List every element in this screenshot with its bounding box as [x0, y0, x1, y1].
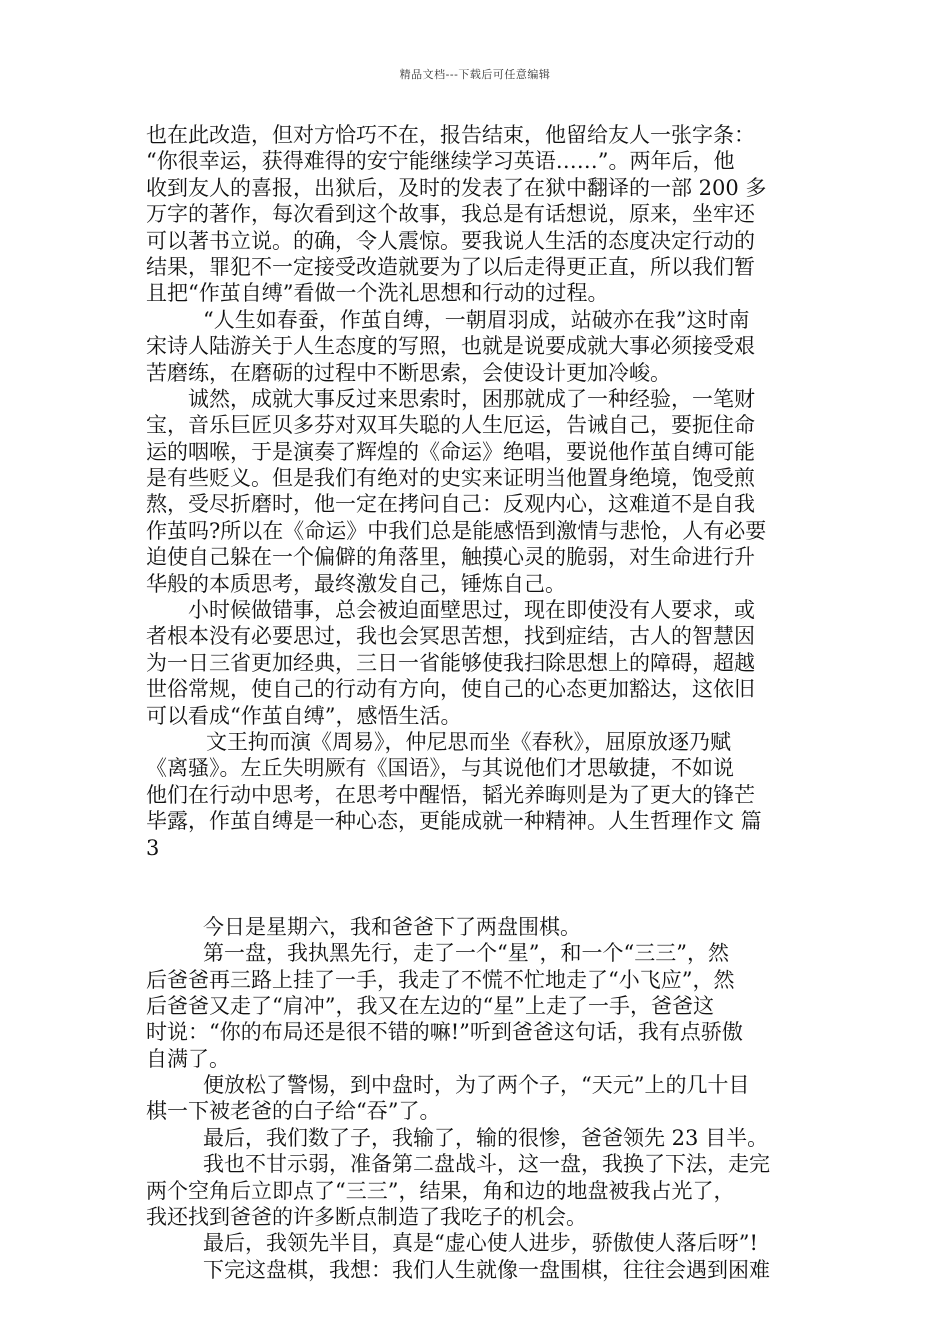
text-line: 毕露，作茧自缚是一种心态，更能成就一种精神。人生哲理作文 篇 — [146, 809, 762, 834]
text-line: 两个空角后立即点了“三三”，结果，角和边的地盘被我占光了， — [146, 1178, 735, 1203]
text-line: 我还找到爸爸的许多断点制造了我吃子的机会。 — [146, 1205, 587, 1230]
paragraph-first-line: 诚然，成就大事反过来思索时，困那就成了一种经验，一笔财 — [188, 386, 755, 411]
text-line: 后爸爸再三路上挂了一手，我走了不慌不忙地走了“小飞应”，然 — [146, 967, 735, 992]
text-line: 为一日三省更加经典，三日一省能够使我扫除思想上的障碍，超越 — [146, 650, 755, 675]
text-line: 他们在行动中思考，在思考中醒悟，韬光养晦则是为了更大的锋芒 — [146, 782, 755, 807]
text-line: 迫使自己躲在一个偏僻的角落里，触摸心灵的脆弱，对生命进行升 — [146, 545, 755, 570]
text-line: 结果，罪犯不一定接受改造就要为了以后走得更正直，所以我们暂 — [146, 254, 755, 279]
text-line: 且把“作茧自缚”看做一个洗礼思想和行动的过程。 — [146, 281, 609, 306]
paragraph-first-line: 下完这盘棋，我想：我们人生就像一盘围棋，往往会遇到困难 — [203, 1257, 770, 1282]
text-line: 作茧吗?所以在《命运》中我们总是能感悟到激情与悲怆，人有必要 — [146, 518, 767, 543]
page-header: 精品文档---下载后可任意编辑 — [399, 68, 551, 81]
text-line: 3 — [146, 835, 160, 860]
text-line: 世俗常规，使自己的行动有方向，使自己的心态更加豁达，这依旧 — [146, 677, 755, 702]
document-body — [146, 122, 810, 1283]
text-line: 后爸爸又走了“肩冲”，我又在左边的“星”上走了一手，爸爸这 — [146, 993, 714, 1018]
text-line: 自满了。 — [146, 1046, 230, 1071]
text-line: 万字的著作，每次看到这个故事，我总是有话想说，原来，坐牢还 — [146, 202, 755, 227]
text-line: 华般的本质思考，最终激发自己，锤炼自己。 — [146, 571, 566, 596]
text-line: 时说：“你的布局还是很不错的嘛!”听到爸爸这句话，我有点骄傲 — [146, 1020, 743, 1045]
paragraph-first-line: 最后，我领先半目，真是“虚心使人进步，骄傲使人落后呀”! — [203, 1231, 758, 1256]
paragraph-first-line: 最后，我们数了子，我输了，输的很惨，爸爸领先 23 目半。 — [203, 1125, 769, 1150]
text-line: 熬，受尽折磨时，他一定在拷问自己：反观内心，这难道不是自我 — [146, 492, 755, 517]
paragraph-first-line: 今日是星期六，我和爸爸下了两盘围棋。 — [203, 914, 581, 939]
paragraph-first-line: 第一盘，我执黑先行，走了一个“星”，和一个“三三”，然 — [203, 941, 729, 966]
text-line: 是有些贬义。但是我们有绝对的史实来证明当他置身绝境，饱受煎 — [146, 466, 755, 491]
paragraph-first-line: “人生如春蚕，作茧自缚，一朝眉羽成，站破亦在我”这时南 — [203, 307, 750, 332]
text-line: 棋一下被老爸的白子给“吞”了。 — [146, 1099, 441, 1124]
text-line: 《离骚》。左丘失明厥有《国语》，与其说他们才思敏捷，不如说 — [146, 756, 734, 781]
text-line: 者根本没有必要思过，我也会冥思苦想，找到症结，古人的智慧因 — [146, 624, 755, 649]
text-line: “你很幸运，获得难得的安宁能继续学习英语……”。两年后，他 — [146, 149, 735, 174]
text-line: 运的咽喉，于是演奏了辉煌的《命运》绝唱，要说他作茧自缚可能 — [146, 439, 755, 464]
text-line: 苦磨练，在磨砺的过程中不断思索，会使设计更加冷峻。 — [146, 360, 671, 385]
text-line: 收到友人的喜报，出狱后，及时的发表了在狱中翻译的一部 200 多 — [146, 175, 767, 200]
text-line: 也在此改造，但对方恰巧不在，报告结束，他留给友人一张字条： — [146, 123, 755, 147]
text-line: 宋诗人陆游关于人生态度的写照，也就是说要成就大事必须接受艰 — [146, 334, 755, 359]
text-line: 可以著书立说。的确，令人震惊。要我说人生活的态度决定行动的 — [146, 228, 755, 253]
paragraph-first-line: 文王拘而演《周易》，仲尼思而坐《春秋》，屈原放逐乃赋 — [206, 729, 731, 754]
text-line: 宝，音乐巨匠贝多芬对双耳失聪的人生厄运，告诫自己，要扼住命 — [146, 413, 755, 438]
paragraph-first-line: 便放松了警惕，到中盘时，为了两个子，“天元”上的几十目 — [203, 1073, 750, 1098]
text-line: 可以看成“作茧自缚”，感悟生活。 — [146, 703, 462, 728]
section-gap — [146, 861, 810, 914]
paragraph-first-line: 小时候做错事，总会被迫面壁思过，现在即使没有人要求，或 — [188, 598, 755, 623]
paragraph-first-line: 我也不甘示弱，准备第二盘战斗，这一盘，我换了下法，走完 — [203, 1152, 770, 1177]
